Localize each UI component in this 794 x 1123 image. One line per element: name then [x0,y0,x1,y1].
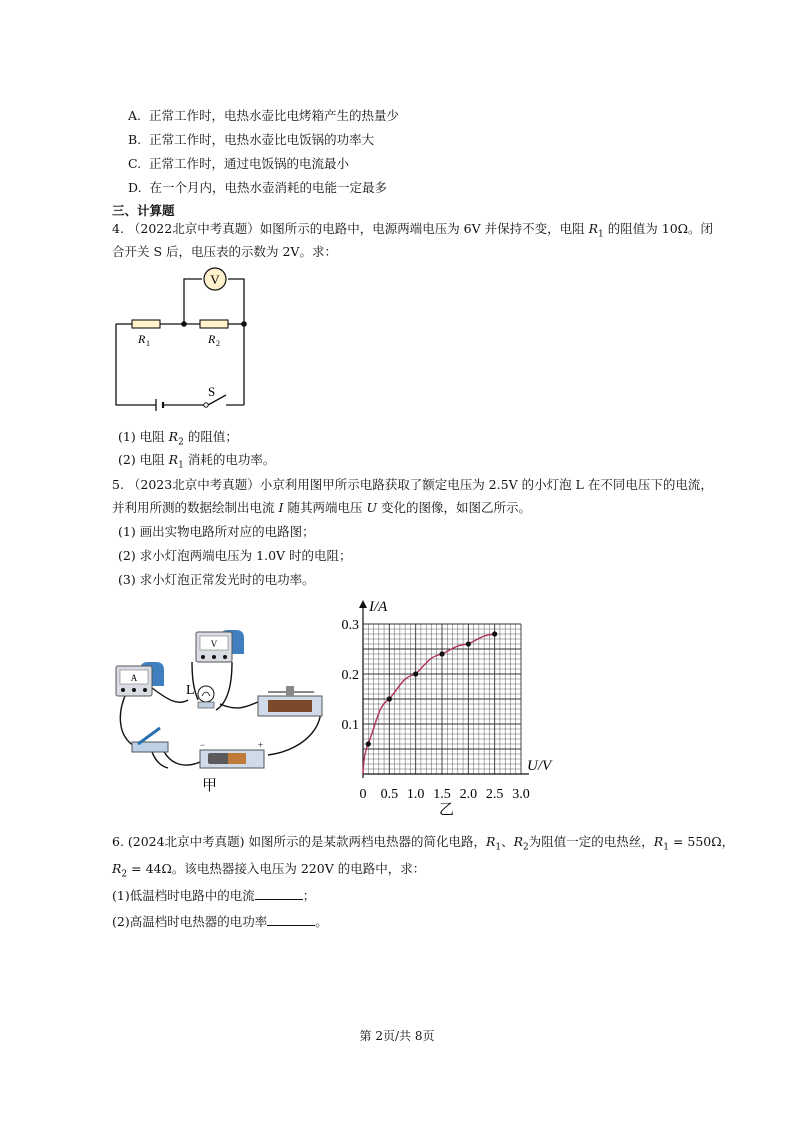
data-point [466,641,471,646]
wire-left [116,324,156,405]
x-tick-label: 0.5 [380,787,399,802]
svg-text:A: A [130,673,138,683]
option-c: C. 正常工作时，通过电饭锅的电流最小 [128,156,350,171]
figure-jia-label: 甲 [202,778,218,794]
x-tick-label: 3.0 [512,787,530,802]
figure-yi-label: 乙 [439,802,455,818]
q5-line1: 5. （2023北京中考真题）小京利用图甲所示电路获取了额定电压为 2.5V 的小灯泡 L 在不同电压下的电流， [112,477,713,492]
resistor-r1 [132,320,160,328]
option-b: B. 正常工作时，电热水壶比电饭锅的功率大 [128,132,375,147]
lamp [186,683,214,708]
x-axis-label: U/V [527,758,552,774]
q4-line1: 4. （2022北京中考真题）如图所示的电路中，电源两端电压为 6V 并保持不变，电阻 $R_1$ 的阻值为 10Ω。闭 [112,221,714,240]
data-point [439,651,444,656]
switch-contact [204,403,208,407]
answer-blank[interactable] [267,913,315,926]
q5-sub1: (1) 画出实物电路所对应的电路图； [118,524,315,539]
x-tick-label: 0 [359,787,367,802]
data-point [366,741,371,746]
q4-line2: 合开关 S 后，电压表的示数为 2V。求： [112,244,337,259]
data-point [492,631,497,636]
y-tick-label: 0.2 [341,668,359,683]
y-tick-label: 0.1 [341,718,359,733]
voltmeter [196,630,244,662]
q5-sub3: (3) 求小灯泡正常发光时的电功率。 [118,572,315,587]
x-tick-label: 2.0 [459,787,478,802]
q5-figure-yi-chart [335,592,565,822]
x-tick-label: 1.5 [433,787,451,802]
knife-switch [132,728,168,752]
wire [216,662,232,710]
q4-sub2: (2) 电阻 $R_1$ 消耗的电功率。 [118,452,276,471]
svg-text:2: 2 [216,339,220,348]
q5-figure-jia [108,620,338,800]
x-tick-label: 2.5 [485,787,504,802]
data-point [387,696,392,701]
q5-sub2: (2) 求小灯泡两端电压为 1.0V 时的电阻； [118,548,352,563]
q6-line1: 6. (2024北京中考真题) 如图所示的是某款两档电热器的简化电路，$R_1$、$R_2$为阻值一定的电热丝，$R_1 = 550\Omega$， [112,834,735,853]
page-footer: 第 2页/共 8页 [359,1029,435,1043]
y-axis-label: I/A [369,599,388,615]
q6-line2: $R_2 = 44\Omega$。该电热器接入电压为 220V 的电路中，求： [112,861,426,880]
svg-text:1: 1 [146,339,150,348]
x-tick-label: 1.0 [406,787,425,802]
wire [152,688,188,702]
resistor-r2 [200,320,228,328]
svg-text:+: + [258,740,264,750]
svg-text:R: R [138,332,146,346]
junction-dot [181,321,187,327]
svg-text:V: V [210,272,220,287]
svg-text:L: L [186,683,195,698]
q6-sub1: (1)低温档时电路中的电流 ； [112,888,316,903]
svg-text:R: R [208,332,216,346]
rheostat [258,686,322,716]
option-a: A. 正常工作时，电热水壶比电烤箱产生的热量少 [128,108,399,123]
q6-sub2: (2)高温档时电热器的电功率 。 [112,914,328,929]
y-axis-arrow [359,600,367,608]
y-tick-label: 0.3 [341,618,359,633]
q4-circuit-diagram [108,262,258,412]
data-point [413,671,418,676]
junction-dot [241,321,247,327]
svg-text:−: − [200,740,206,750]
q4-sub1: (1) 电阻 $R_2$ 的阻值； [118,429,238,448]
svg-text:S: S [208,384,216,399]
wire [220,702,258,708]
q5-line2: 并利用所测的数据绘制出电流 I 随其两端电压 U 变化的图像，如图乙所示。 [112,500,531,515]
section-title: 三、计算题 [112,203,175,218]
svg-text:V: V [210,639,218,649]
answer-blank[interactable] [255,887,303,900]
option-d: D. 在一个月内，电热水壶消耗的电能一定最多 [128,180,388,195]
battery-box [200,740,264,768]
